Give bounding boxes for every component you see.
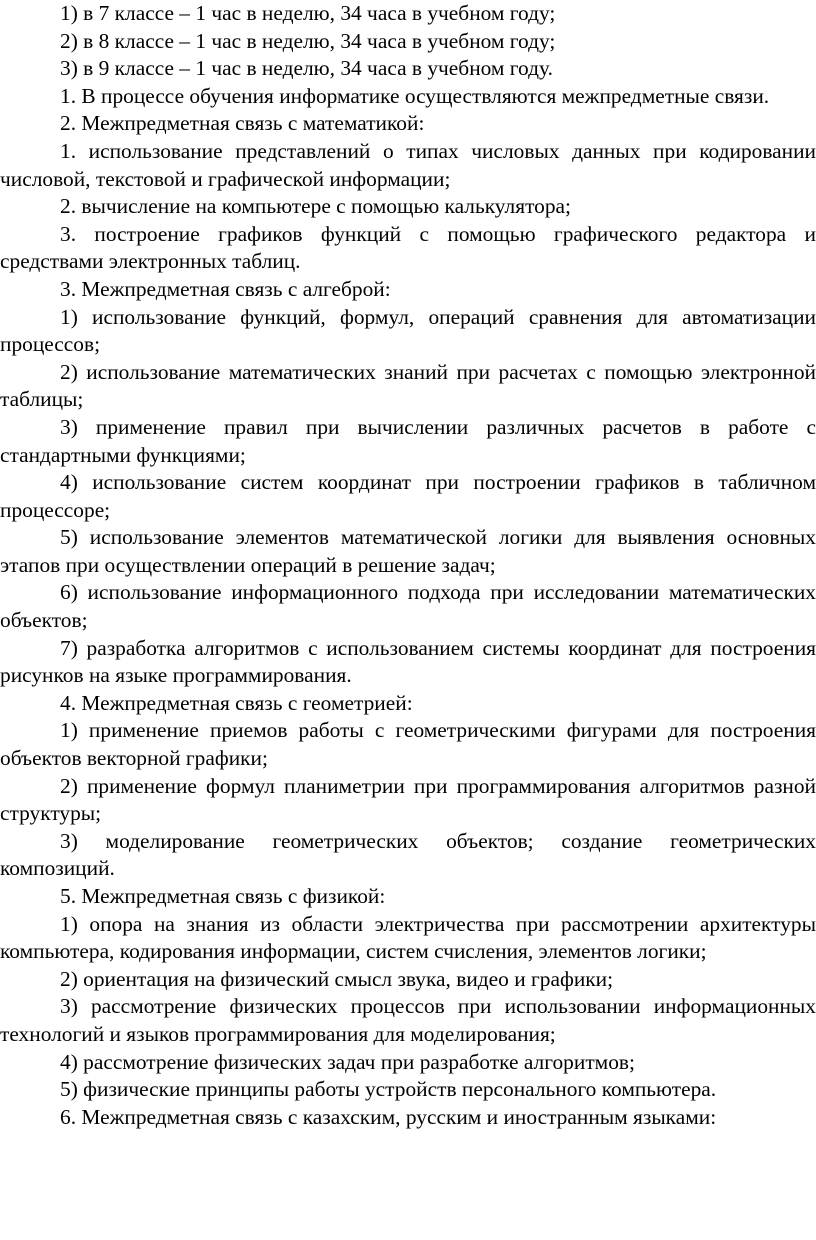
list-item-algebra-5: 5) использование элементов математической логики для выявления основных этапов при осуществлении операций в решение задач; — [0, 525, 816, 577]
list-item-geometry-2: 2) применение формул планиметрии при программирования алгоритмов разной структуры; — [0, 773, 816, 826]
heading-geometry-links: 4. Межпредметная связь с геометрией: — [60, 690, 413, 715]
list-item-math-3: 3. построение графиков функций с помощью графического редактора и средствами электронных таблиц. — [0, 221, 816, 274]
list-item-physics-2: 2) ориентация на физический смысл звука, видео и графики; — [60, 966, 614, 991]
heading-algebra-links: 3. Межпредметная связь с алгеброй: — [60, 276, 391, 301]
list-item-algebra-7: 7) разработка алгоритмов с использованием системы координат для построения рисунков на языке программирования. — [0, 635, 816, 688]
list-item-physics-5: 5) физические принципы работы устройств персонального компьютера. — [60, 1077, 717, 1102]
list-item-geometry-3: 3) моделирование геометрических объектов; создание геометрических композиций. — [0, 828, 816, 881]
list-item-algebra-4: 4) использование систем координат при построении графиков в табличном процессоре; — [0, 470, 816, 522]
list-item-physics-4: 4) рассмотрение физических задач при разработке алгоритмов; — [60, 1049, 635, 1074]
paragraph-grade-7-hours: 1) в 7 классе – 1 час в неделю, 34 часа в учебном году; — [60, 1, 556, 25]
list-item-geometry-1: 1) применение приемов работы с геометрическими фигурами для построения объектов векторной графики; — [0, 718, 816, 771]
paragraph-grade-8-hours: 2) в 8 классе – 1 час в неделю, 34 часа в учебном году; — [60, 28, 556, 53]
list-item-algebra-2: 2) использование математических знаний при расчетах с помощью электронной таблицы; — [0, 359, 816, 412]
paragraph-grade-9-hours: 3) в 9 классе – 1 час в неделю, 34 часа в учебном году. — [60, 56, 553, 81]
list-item-physics-3: 3) рассмотрение физических процессов при использовании информационных технологий и языков программирования для моделирования; — [0, 994, 816, 1046]
list-item-algebra-1: 1) использование функций, формул, операций сравнения для автоматизации процессов; — [0, 304, 816, 357]
heading-language-links: 6. Межпредметная связь с казахским, русским и иностранным языками: — [60, 1104, 717, 1129]
list-item-algebra-6: 6) использование информационного подхода при исследовании математических объектов; — [0, 580, 816, 633]
heading-math-links: 2. Межпредметная связь с математикой: — [60, 111, 425, 136]
paragraph-interdisciplinary-intro: 1. В процессе обучения информатике осуществляются межпредметные связи. — [60, 83, 770, 108]
list-item-math-2: 2. вычисление на компьютере с помощью калькулятора; — [60, 194, 571, 219]
list-item-physics-1: 1) опора на знания из области электричества при рассмотрении архитектуры компьютера, кодирования информации, систем счисления, элементов логики; — [0, 911, 816, 964]
list-item-algebra-3: 3) применение правил при вычислении различных расчетов в работе с стандартными функциями; — [0, 414, 816, 467]
list-item-math-1: 1. использование представлений о типах числовых данных при кодировании числовой, текстовой и графической информации; — [0, 138, 816, 191]
heading-physics-links: 5. Межпредметная связь с физикой: — [60, 884, 386, 908]
